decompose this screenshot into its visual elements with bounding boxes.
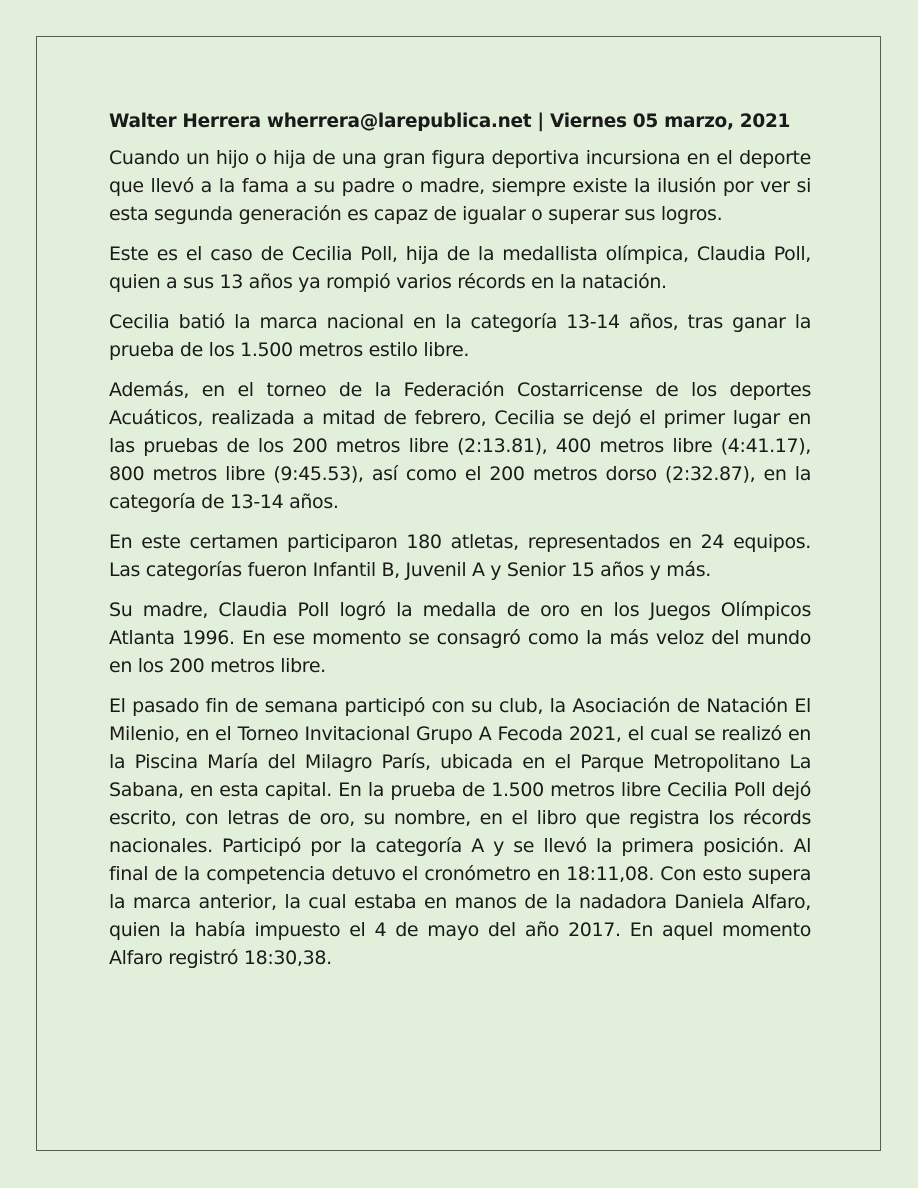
article-paragraph: Su madre, Claudia Poll logró la medalla de oro en los Juegos Olímpicos Atlanta 1996. En ese momento se consagró como la más veloz del mundo en los 200 metros libre. (109, 599, 811, 677)
article-byline: Walter Herrera wherrera@larepublica.net | Viernes 05 marzo, 2021 (109, 111, 791, 132)
article-body (109, 108, 811, 984)
article-paragraph: En este certamen participaron 180 atletas, representados en 24 equipos. Las categorías fueron Infantil B, Juvenil A y Senior 15 años y más. (109, 531, 811, 581)
article-paragraph: Además, en el torneo de la Federación Costarricense de los deportes Acuáticos, realizada a mitad de febrero, Cecilia se dejó el primer lugar en las pruebas de los 200 metros libre (2:13.81), 400 metros libre (4:41.17), 800 metros libre (9:45.53), así como el 200 metros dorso (2:32.87), en la categoría de 13-14 años. (109, 379, 811, 513)
article-paragraph: Cecilia batió la marca nacional en la categoría 13-14 años, tras ganar la prueba de los 1.500 metros estilo libre. (109, 311, 811, 361)
article-paragraph: Cuando un hijo o hija de una gran figura deportiva incursiona en el deporte que llevó a la fama a su padre o madre, siempre existe la ilusión por ver si esta segunda generación es capaz de igualar o superar sus logros. (109, 147, 811, 225)
article-paragraph: Este es el caso de Cecilia Poll, hija de la medallista olímpica, Claudia Poll, quien a sus 13 años ya rompió varios récords en la natación. (109, 243, 811, 293)
article-paragraph: El pasado fin de semana participó con su club, la Asociación de Natación El Milenio, en el Torneo Invitacional Grupo A Fecoda 2021, el cual se realizó en la Piscina María del Milagro París, ubicada en el Parque Metropolitano La Sabana, en esta capital. En la prueba de 1.500 metros libre Cecilia Poll dejó escrito, con letras de oro, su nombre, en el libro que registra los récords nacionales. Participó por la categoría A y se llevó la primera posición. Al final de la competencia detuvo el cronómetro en 18:11,08. Con esto supera la marca anterior, la cual estaba en manos de la nadadora Daniela Alfaro, quien la había impuesto el 4 de mayo del año 2017. En aquel momento Alfaro registró 18:30,38. (109, 695, 811, 969)
